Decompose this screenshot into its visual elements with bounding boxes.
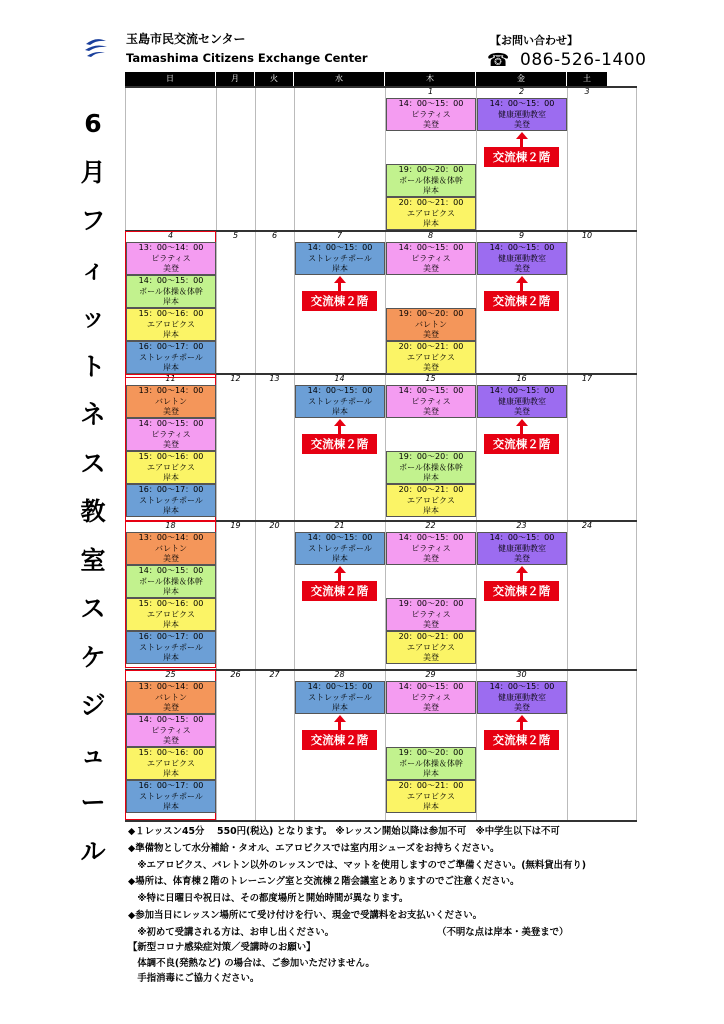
- day-number: 10: [581, 231, 593, 240]
- weekday-header: 木: [385, 72, 475, 86]
- title-char: ル: [80, 836, 106, 866]
- arrow-up-icon: [516, 566, 528, 573]
- lesson-instructor: 岸本: [163, 653, 179, 662]
- location-tag: 交流棟２階: [302, 434, 377, 454]
- title-char: 月: [80, 157, 106, 187]
- lesson-name: ストレッチポール: [308, 253, 372, 263]
- lesson-instructor: 美登: [163, 440, 179, 449]
- title-char: ス: [80, 594, 106, 623]
- lesson-time: 14：00～15：00: [489, 533, 555, 542]
- lesson-name: ボール体操＆体幹: [399, 758, 463, 768]
- location-tag: 交流棟２階: [484, 730, 559, 750]
- lesson-block[interactable]: [295, 385, 385, 418]
- lesson-name: エアロビクス: [147, 462, 195, 472]
- lesson-block[interactable]: [386, 681, 476, 714]
- lesson-name: ピラティス: [151, 429, 191, 439]
- lesson-block[interactable]: [126, 308, 216, 341]
- telephone-icon: ☎: [487, 50, 510, 71]
- title-char: ト: [80, 351, 106, 381]
- lesson-time: 14：00～15：00: [398, 386, 464, 395]
- note-line: ◆参加当日にレッスン場所にて受け付けを行い、現金で受講料をお支払いください。: [128, 909, 482, 921]
- day-number: 5: [232, 231, 239, 240]
- lesson-instructor: 美登: [163, 736, 179, 745]
- lesson-name: エアロビクス: [407, 495, 455, 505]
- center-logo-icon: [84, 36, 108, 58]
- lesson-name: バレトン: [155, 543, 187, 553]
- day-number: 27: [269, 670, 280, 679]
- lesson-name: バレトン: [155, 692, 187, 702]
- lesson-instructor: 岸本: [332, 407, 348, 416]
- lesson-instructor: 美登: [423, 620, 439, 629]
- day-number: 18: [165, 521, 176, 530]
- lesson-time: 20：00～21：00: [398, 632, 464, 641]
- location-tag: 交流棟２階: [484, 581, 559, 601]
- day-number: 6: [271, 231, 278, 240]
- lesson-name: 健康運動教室: [498, 692, 546, 702]
- day-number: 3: [584, 87, 590, 96]
- arrow-up-icon: [334, 419, 346, 426]
- lesson-time: 14：00～15：00: [138, 715, 204, 724]
- covid-line: 体調不良(発熱など) の場合は、ご参加いただけません。: [128, 957, 375, 969]
- lesson-block[interactable]: [477, 532, 567, 565]
- day-number: 13: [269, 374, 280, 383]
- day-number: 22: [425, 521, 436, 530]
- lesson-instructor: 岸本: [423, 506, 439, 515]
- lesson-instructor: 岸本: [163, 769, 179, 778]
- grid-line: [216, 86, 217, 822]
- weekday-header: 月: [216, 72, 254, 86]
- grid-line: [636, 86, 637, 822]
- lesson-instructor: 美登: [423, 264, 439, 273]
- lesson-name: バレトン: [155, 396, 187, 406]
- lesson-instructor: 美登: [423, 120, 439, 129]
- lesson-name: ストレッチポール: [139, 495, 203, 505]
- lesson-instructor: 岸本: [332, 703, 348, 712]
- lesson-name: ピラティス: [411, 543, 451, 553]
- lesson-instructor: 美登: [514, 407, 530, 416]
- lesson-block[interactable]: [126, 484, 216, 517]
- weekday-header: 水: [294, 72, 384, 86]
- lesson-name: ボール体操＆体幹: [139, 576, 203, 586]
- lesson-block[interactable]: [295, 242, 385, 275]
- lesson-block[interactable]: [386, 308, 476, 341]
- title-char: 教: [80, 497, 106, 526]
- title-char: ュ: [80, 739, 106, 769]
- lesson-block[interactable]: [386, 747, 476, 780]
- title-char: ジ: [80, 691, 106, 720]
- lesson-instructor: 美登: [423, 407, 439, 416]
- arrow-up-icon: [516, 715, 528, 722]
- title-char: ィ: [80, 254, 106, 284]
- lesson-time: 19：00～20：00: [398, 309, 464, 318]
- location-tag: 交流棟２階: [302, 730, 377, 750]
- lesson-time: 13：00～14：00: [138, 243, 204, 252]
- location-tag: 交流棟２階: [484, 291, 559, 311]
- lesson-block[interactable]: [126, 714, 216, 747]
- lesson-block[interactable]: [477, 681, 567, 714]
- arrow-up-icon: [516, 419, 528, 426]
- lesson-instructor: 岸本: [163, 473, 179, 482]
- title-char: 室: [80, 545, 106, 575]
- lesson-instructor: 岸本: [423, 802, 439, 811]
- notes: [128, 824, 708, 942]
- lesson-block[interactable]: [126, 451, 216, 484]
- lesson-instructor: 岸本: [423, 473, 439, 482]
- lesson-name: ボール体操＆体幹: [399, 175, 463, 185]
- page-title: [80, 100, 106, 876]
- arrow-up-icon: [334, 276, 346, 283]
- lesson-time: 14：00～15：00: [307, 243, 373, 252]
- lesson-block[interactable]: [477, 242, 567, 275]
- lesson-instructor: 岸本: [163, 297, 179, 306]
- lesson-block[interactable]: [126, 631, 216, 664]
- lesson-name: ピラティス: [411, 692, 451, 702]
- lesson-time: 13：00～14：00: [138, 682, 204, 691]
- week-separator: [125, 820, 637, 822]
- title-char: ネ: [80, 400, 106, 429]
- title-char: 6: [84, 109, 102, 138]
- day-number: 20: [269, 521, 280, 530]
- lesson-name: バレトン: [415, 319, 447, 329]
- lesson-name: ストレッチポール: [139, 642, 203, 652]
- lesson-name: エアロビクス: [407, 208, 455, 218]
- lesson-name: 健康運動教室: [498, 109, 546, 119]
- covid-line: 【新型コロナ感染症対策／受講時のお願い】: [128, 942, 316, 953]
- lesson-block[interactable]: [126, 681, 216, 714]
- day-number: 1: [427, 87, 434, 96]
- lesson-time: 15：00～16：00: [138, 748, 204, 757]
- lesson-name: エアロビクス: [147, 319, 195, 329]
- lesson-instructor: 岸本: [163, 363, 179, 372]
- lesson-block[interactable]: [477, 385, 567, 418]
- lesson-block[interactable]: [386, 98, 476, 131]
- lesson-name: ストレッチポール: [308, 543, 372, 553]
- lesson-time: 20：00～21：00: [398, 485, 464, 494]
- location-tag: 交流棟２階: [302, 291, 377, 311]
- lesson-time: 19：00～20：00: [398, 599, 464, 608]
- lesson-instructor: 岸本: [163, 802, 179, 811]
- day-number: 28: [334, 670, 345, 679]
- note-line: ※特に日曜日や祝日は、その都度場所と開始時間が異なります。: [128, 893, 409, 905]
- lesson-block[interactable]: [386, 242, 476, 275]
- lesson-time: 14：00～15：00: [489, 243, 555, 252]
- lesson-name: ストレッチポール: [308, 692, 372, 702]
- phone-number: 086-526-1400: [520, 50, 647, 70]
- lesson-name: ボール体操＆体幹: [399, 462, 463, 472]
- day-number: 15: [425, 374, 436, 383]
- lesson-block[interactable]: [386, 341, 476, 374]
- arrow-up-icon: [516, 276, 528, 283]
- lesson-time: 13：00～14：00: [138, 533, 204, 542]
- lesson-name: エアロビクス: [147, 609, 195, 619]
- lesson-name: ボール体操＆体幹: [139, 286, 203, 296]
- lesson-time: 14：00～15：00: [398, 243, 464, 252]
- lesson-time: 14：00～15：00: [489, 386, 555, 395]
- lesson-instructor: 美登: [514, 264, 530, 273]
- day-number: 11: [165, 374, 176, 383]
- weekday-header: 日: [125, 72, 215, 86]
- lesson-instructor: 美登: [423, 363, 439, 372]
- lesson-instructor: 岸本: [423, 186, 439, 195]
- lesson-instructor: 岸本: [163, 587, 179, 596]
- lesson-time: 14：00～15：00: [398, 533, 464, 542]
- lesson-instructor: 岸本: [163, 620, 179, 629]
- lesson-name: エアロビクス: [147, 758, 195, 768]
- lesson-time: 14：00～15：00: [307, 682, 373, 691]
- lesson-instructor: 岸本: [163, 506, 179, 515]
- lesson-block[interactable]: [126, 780, 216, 813]
- day-number: 14: [334, 374, 345, 383]
- day-number: 26: [230, 670, 241, 679]
- lesson-name: 健康運動教室: [498, 396, 546, 406]
- lesson-time: 15：00～16：00: [138, 309, 204, 318]
- lesson-name: ストレッチポール: [308, 396, 372, 406]
- lesson-time: 20：00～21：00: [398, 198, 464, 207]
- lesson-block[interactable]: [126, 565, 216, 598]
- lesson-block[interactable]: [386, 631, 476, 664]
- weekday-header: 土: [567, 72, 607, 86]
- lesson-name: ストレッチポール: [139, 352, 203, 362]
- lesson-time: 13：00～14：00: [138, 386, 204, 395]
- lesson-time: 15：00～16：00: [138, 452, 204, 461]
- day-number: 12: [230, 374, 241, 383]
- lesson-instructor: 美登: [423, 330, 439, 339]
- location-tag: 交流棟２階: [484, 434, 559, 454]
- lesson-time: 15：00～16：00: [138, 599, 204, 608]
- lesson-time: 14：00～15：00: [398, 682, 464, 691]
- day-number: 8: [427, 231, 434, 240]
- arrow-up-icon: [334, 566, 346, 573]
- arrow-up-icon: [334, 715, 346, 722]
- lesson-instructor: 美登: [163, 554, 179, 563]
- lesson-name: ストレッチポール: [139, 791, 203, 801]
- lesson-instructor: 美登: [423, 653, 439, 662]
- lesson-time: 20：00～21：00: [398, 781, 464, 790]
- lesson-time: 16：00～17：00: [138, 632, 204, 641]
- lesson-name: エアロビクス: [407, 791, 455, 801]
- weekday-header: 金: [476, 72, 566, 86]
- day-number: 30: [516, 670, 527, 679]
- lesson-block[interactable]: [386, 164, 476, 197]
- title-char: ー: [80, 788, 106, 817]
- lesson-block[interactable]: [126, 747, 216, 780]
- day-number: 29: [425, 670, 436, 679]
- weekday-header: 火: [255, 72, 293, 86]
- lesson-time: 19：00～20：00: [398, 748, 464, 757]
- lesson-instructor: 岸本: [163, 330, 179, 339]
- lesson-time: 14：00～15：00: [138, 276, 204, 285]
- lesson-name: ピラティス: [151, 725, 191, 735]
- lesson-instructor: 美登: [163, 703, 179, 712]
- location-tag: 交流棟２階: [484, 147, 559, 167]
- day-number: 24: [581, 521, 593, 530]
- day-number: 19: [230, 521, 241, 530]
- note-line: ※初めて受講される方は、お申し出ください。 （不明な点は岸本・美登まで）: [128, 926, 569, 938]
- note-line: ◆１レッスン45分 550円(税込) となります。 ※レッスン開始以降は参加不可 ※中学生以下は不可: [128, 826, 560, 837]
- day-number: 9: [518, 231, 525, 240]
- lesson-instructor: 岸本: [423, 219, 439, 228]
- lesson-block[interactable]: [386, 532, 476, 565]
- lesson-instructor: 岸本: [332, 554, 348, 563]
- lesson-block[interactable]: [386, 484, 476, 517]
- lesson-block[interactable]: [126, 532, 216, 565]
- title-char: ケ: [80, 642, 106, 672]
- lesson-time: 20：00～21：00: [398, 342, 464, 351]
- lesson-block[interactable]: [126, 275, 216, 308]
- day-number: 17: [581, 374, 593, 383]
- covid-line: 手指消毒にご協力ください。: [128, 973, 260, 984]
- org-name-en: Tamashima Citizens Exchange Center: [126, 51, 368, 65]
- day-number: 25: [165, 670, 176, 679]
- lesson-time: 19：00～20：00: [398, 165, 464, 174]
- lesson-time: 14：00～15：00: [307, 386, 373, 395]
- lesson-time: 14：00～15：00: [489, 99, 555, 108]
- note-line: ◆準備物として水分補給・タオル、エアロビクスでは室内用シューズをお持ちください。: [128, 842, 500, 854]
- lesson-time: 16：00～17：00: [138, 342, 204, 351]
- lesson-instructor: 美登: [163, 407, 179, 416]
- lesson-block[interactable]: [126, 242, 216, 275]
- lesson-name: ピラティス: [151, 253, 191, 263]
- grid-line: [567, 86, 568, 822]
- lesson-time: 16：00～17：00: [138, 485, 204, 494]
- lesson-time: 14：00～15：00: [138, 419, 204, 428]
- day-number: 23: [516, 521, 527, 530]
- lesson-name: エアロビクス: [407, 642, 455, 652]
- note-line: ◆場所は、体育棟２階のトレーニング室と交流棟２階会議室とありますのでご注意ください。: [128, 876, 520, 888]
- lesson-time: 14：00～15：00: [489, 682, 555, 691]
- lesson-instructor: 岸本: [423, 769, 439, 778]
- lesson-name: ピラティス: [411, 396, 451, 406]
- lesson-block[interactable]: [386, 598, 476, 631]
- lesson-block[interactable]: [386, 197, 476, 230]
- contact-label: 【お問い合わせ】: [490, 34, 578, 47]
- covid-notice: [128, 940, 688, 987]
- arrow-up-icon: [516, 132, 528, 139]
- lesson-block[interactable]: [295, 681, 385, 714]
- lesson-instructor: 美登: [514, 120, 530, 129]
- lesson-time: 14：00～15：00: [138, 566, 204, 575]
- lesson-block[interactable]: [126, 418, 216, 451]
- lesson-name: ピラティス: [411, 609, 451, 619]
- lesson-block[interactable]: [126, 385, 216, 418]
- lesson-instructor: 美登: [514, 554, 530, 563]
- lesson-block[interactable]: [386, 451, 476, 484]
- lesson-name: ピラティス: [411, 253, 451, 263]
- day-number: 4: [167, 231, 174, 240]
- lesson-instructor: 美登: [163, 264, 179, 273]
- org-name-jp: 玉島市民交流センター: [126, 32, 246, 46]
- lesson-time: 14：00～15：00: [398, 99, 464, 108]
- title-char: フ: [80, 206, 106, 235]
- lesson-instructor: 美登: [423, 703, 439, 712]
- lesson-block[interactable]: [126, 341, 216, 374]
- lesson-time: 19：00～20：00: [398, 452, 464, 461]
- lesson-name: 健康運動教室: [498, 543, 546, 553]
- day-number: 2: [518, 87, 525, 96]
- day-number: 16: [516, 374, 527, 383]
- lesson-name: ピラティス: [411, 109, 451, 119]
- lesson-block[interactable]: [386, 385, 476, 418]
- grid-line: [255, 86, 256, 822]
- lesson-name: 健康運動教室: [498, 253, 546, 263]
- title-char: ス: [80, 448, 106, 478]
- lesson-instructor: 美登: [514, 703, 530, 712]
- lesson-block[interactable]: [477, 98, 567, 131]
- lesson-instructor: 美登: [423, 554, 439, 563]
- day-number: 7: [336, 231, 343, 240]
- note-line: ※エアロビクス、バレトン以外のレッスンでは、マットを使用しますのでご準備ください。(無料貸出有り): [128, 859, 587, 871]
- lesson-block[interactable]: [386, 780, 476, 813]
- lesson-time: 14：00～15：00: [307, 533, 373, 542]
- lesson-instructor: 岸本: [332, 264, 348, 273]
- title-char: ッ: [80, 303, 106, 332]
- lesson-time: 16：00～17：00: [138, 781, 204, 790]
- lesson-name: エアロビクス: [407, 352, 455, 362]
- day-number: 21: [334, 521, 345, 530]
- lesson-block[interactable]: [295, 532, 385, 565]
- location-tag: 交流棟２階: [302, 581, 377, 601]
- schedule-calendar: [125, 72, 637, 822]
- lesson-block[interactable]: [126, 598, 216, 631]
